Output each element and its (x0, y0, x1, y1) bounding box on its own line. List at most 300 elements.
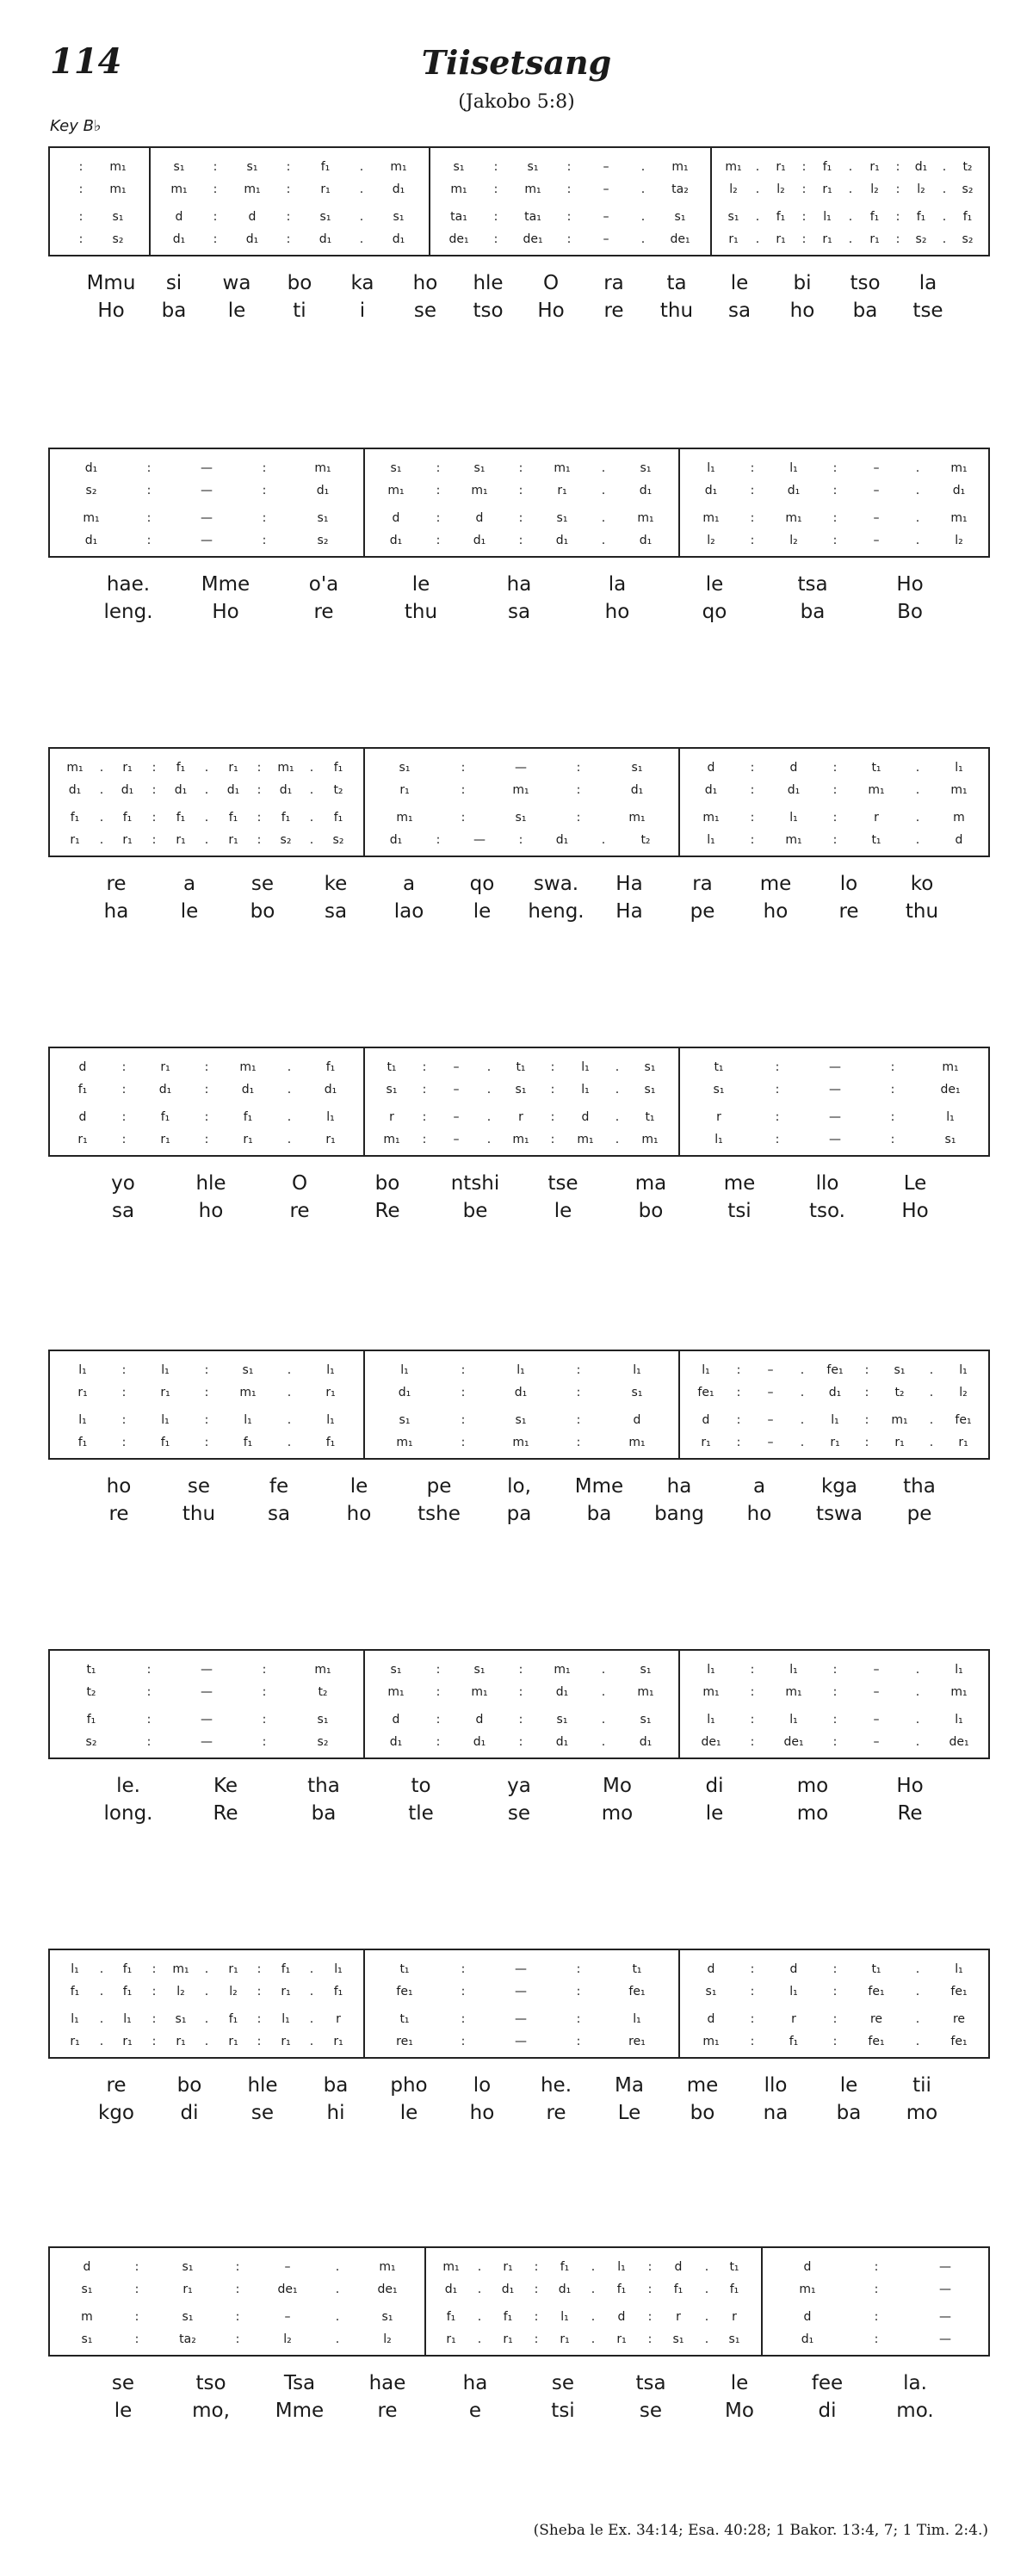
lyric-syllable: sa (727, 300, 752, 322)
solfa-note: r₁ (228, 2035, 238, 2048)
lyric-syllable: mo (796, 1802, 829, 1825)
beat-separator: . (704, 2332, 709, 2346)
beat-separator: . (477, 2332, 482, 2346)
lyric-syllable: thu (404, 601, 438, 623)
solfa-note: m₁ (868, 783, 885, 797)
lyric-line (48, 601, 990, 627)
solfa-note: m₁ (637, 511, 654, 525)
lyric-syllable: bo (374, 1172, 400, 1195)
solfa-note: t₂ (640, 833, 651, 847)
solfa-note: s₁ (242, 1363, 254, 1377)
solfa-note: d₁ (828, 1386, 842, 1399)
solfa-note: – (284, 2260, 291, 2274)
beat-separator: : (235, 2332, 240, 2346)
beat-separator: . (335, 2310, 340, 2324)
score-box (48, 1949, 990, 2059)
solfa-note: r₁ (160, 1133, 170, 1146)
solfa-note: l₁ (633, 2012, 641, 2026)
solfa-note: m₁ (387, 1685, 405, 1699)
solfa-note: s₁ (515, 1083, 527, 1096)
beat-separator: : (152, 1985, 157, 1998)
solfa-note: – (873, 1713, 880, 1727)
beat-separator: : (121, 1436, 127, 1449)
lyric-line (48, 300, 990, 325)
solfa-note: l₁ (707, 833, 715, 847)
solfa-note: d₁ (398, 1386, 411, 1399)
solfa-note: l₁ (78, 1363, 87, 1377)
solfa-note: d₁ (319, 232, 332, 246)
beat-separator: : (204, 1133, 209, 1146)
solfa-note: d₁ (68, 783, 82, 797)
lyric-syllable: tso. (809, 1200, 845, 1222)
beat-separator: . (309, 2012, 314, 2026)
solfa-note: l₁ (71, 1962, 79, 1976)
beat-separator: : (750, 2035, 755, 2048)
beat-separator: : (257, 2012, 262, 2026)
voice-row (50, 1110, 988, 1131)
solfa-note: r₁ (830, 1436, 840, 1449)
solfa-note: m₁ (512, 1436, 529, 1449)
solfa-note: t₂ (333, 783, 343, 797)
lyric-syllable: si (165, 272, 182, 294)
beat-separator: : (750, 1735, 755, 1749)
solfa-note: d (674, 2260, 683, 2274)
solfa-note: r₁ (616, 2332, 627, 2346)
solfa-note: f₁ (616, 2283, 627, 2296)
lyric-syllable: di (180, 2102, 199, 2124)
beat-separator: . (601, 1735, 606, 1749)
solfa-note: fe₁ (955, 1413, 972, 1427)
voice-row (50, 210, 988, 231)
solfa-note: d (707, 2012, 715, 2026)
beat-separator: : (134, 2260, 139, 2274)
solfa-note: s₁ (473, 461, 486, 475)
lyric-syllable: pho (390, 2074, 428, 2097)
lyric-syllable: bo (250, 900, 275, 923)
solfa-note: s₁ (112, 210, 124, 224)
solfa-note: s₁ (386, 1083, 398, 1096)
voice-row (50, 833, 988, 854)
lyric-syllable: Ho (537, 300, 565, 322)
beat-separator: : (286, 210, 291, 224)
solfa-note: r₁ (503, 2332, 513, 2346)
solfa-note: f₁ (281, 811, 291, 825)
solfa-note: d₁ (514, 1386, 528, 1399)
lyric-syllable: ho (746, 1503, 772, 1525)
solfa-note: t₁ (86, 1663, 96, 1677)
solfa-note: r₁ (160, 1060, 170, 1074)
beat-separator: : (566, 182, 572, 196)
beat-separator: . (591, 2310, 596, 2324)
beat-separator: : (461, 1363, 466, 1377)
solfa-note: r₁ (176, 833, 186, 847)
solfa-note: — (515, 2035, 527, 2048)
solfa-note: d (617, 2310, 626, 2324)
beat-separator: : (895, 232, 900, 246)
beat-separator: . (800, 1386, 805, 1399)
beat-separator: . (591, 2332, 596, 2346)
lyric-syllable: sa (111, 1200, 135, 1222)
beat-separator: : (461, 1436, 466, 1449)
music-system (48, 2246, 990, 2425)
solfa-note: s₁ (674, 210, 686, 224)
lyric-syllable: Mme (201, 573, 251, 596)
lyric-syllable: tso (850, 272, 881, 294)
beat-separator: : (204, 1110, 209, 1124)
solfa-note: t₁ (399, 1962, 410, 1976)
beat-separator: . (601, 1685, 606, 1699)
solfa-note: fe₁ (396, 1985, 413, 1998)
lyric-syllable: leng. (103, 601, 153, 623)
beat-separator: : (890, 1060, 895, 1074)
beat-separator: : (864, 1386, 869, 1399)
lyric-syllable: tshe (418, 1503, 461, 1525)
lyric-syllable: re (106, 2074, 127, 2097)
beat-separator: . (486, 1060, 492, 1074)
beat-separator: . (848, 210, 853, 224)
beat-separator: : (534, 2260, 539, 2274)
hymn-number: 114 (50, 41, 122, 82)
solfa-note: f₁ (503, 2310, 513, 2324)
beat-separator: : (121, 1413, 127, 1427)
solfa-note: f₁ (333, 811, 343, 825)
solfa-note: d₁ (279, 783, 293, 797)
lyric-syllable: ti (293, 300, 306, 322)
beat-separator: : (576, 1363, 581, 1377)
beat-separator: : (204, 1060, 209, 1074)
lyric-syllable: le (730, 272, 749, 294)
beat-separator: : (461, 783, 466, 797)
solfa-note: m₁ (471, 484, 488, 497)
beat-separator: : (518, 1663, 523, 1677)
beat-separator: . (601, 461, 606, 475)
beat-separator: . (204, 2012, 209, 2026)
beat-separator: : (436, 534, 441, 547)
solfa-note: — (473, 833, 486, 847)
solfa-note: s₂ (112, 232, 124, 246)
solfa-note: — (515, 761, 527, 775)
lyric-syllable: ho (412, 272, 438, 294)
lyric-syllable: hle (473, 272, 504, 294)
solfa-note: s₁ (182, 2260, 194, 2274)
beat-separator: : (461, 811, 466, 825)
solfa-note: l₁ (78, 1413, 87, 1427)
beat-separator: . (601, 534, 606, 547)
beat-separator: . (309, 833, 314, 847)
solfa-note: s₁ (81, 2283, 93, 2296)
solfa-note: – (284, 2310, 291, 2324)
beat-separator: . (915, 1735, 920, 1749)
solfa-note: t₂ (894, 1386, 905, 1399)
solfa-note: — (829, 1060, 841, 1074)
lyric-syllable: yo (111, 1172, 135, 1195)
lyric-syllable: Bo (897, 601, 923, 623)
beat-separator: . (942, 232, 947, 246)
solfa-note: t₂ (86, 1685, 96, 1699)
lyric-syllable: ho (106, 1475, 132, 1498)
solfa-note: r₁ (958, 1436, 968, 1449)
beat-separator: . (287, 1363, 292, 1377)
lyric-syllable: thu (905, 900, 939, 923)
lyric-syllable: ba (852, 300, 878, 322)
lyric-syllable: be (462, 1200, 488, 1222)
beat-separator: . (942, 160, 947, 174)
lyric-syllable: a (182, 873, 196, 895)
solfa-note: d₁ (241, 1083, 255, 1096)
beat-separator: : (121, 1060, 127, 1074)
solfa-note: m₁ (442, 2260, 460, 2274)
beat-separator: : (436, 484, 441, 497)
solfa-note: r₁ (333, 2035, 343, 2048)
solfa-note: — (515, 1985, 527, 1998)
music-system (48, 1350, 990, 1529)
beat-separator: : (286, 182, 291, 196)
lyric-syllable: Mo (603, 1775, 632, 1797)
solfa-note: – (873, 484, 880, 497)
beat-separator: : (576, 1386, 581, 1399)
beat-separator: : (832, 1685, 838, 1699)
beat-separator: : (832, 1663, 838, 1677)
key-signature: Key B♭ (50, 117, 102, 135)
beat-separator: : (262, 461, 267, 475)
solfa-note: f₁ (176, 761, 186, 775)
beat-separator: : (146, 1735, 152, 1749)
solfa-note: s₁ (319, 210, 331, 224)
lyric-syllable: e (468, 2400, 482, 2422)
beat-separator: : (864, 1413, 869, 1427)
lyric-syllable: bo (638, 1200, 664, 1222)
lyric-syllable: me (759, 873, 792, 895)
solfa-note: r₁ (77, 1386, 88, 1399)
solfa-note: d₁ (84, 534, 98, 547)
solfa-note: s₁ (173, 160, 185, 174)
solfa-note: de₁ (277, 2283, 298, 2296)
solfa-note: r₁ (176, 2035, 186, 2048)
beat-separator: . (915, 783, 920, 797)
beat-separator: . (204, 761, 209, 775)
beat-separator: : (436, 1663, 441, 1677)
lyric-syllable: Ke (213, 1775, 238, 1797)
beat-separator: : (204, 1363, 209, 1377)
beat-separator: . (929, 1363, 934, 1377)
solfa-note: t₁ (871, 761, 881, 775)
beat-separator: . (335, 2283, 340, 2296)
solfa-note: m₁ (785, 511, 802, 525)
solfa-note: – (873, 534, 880, 547)
lyric-syllable: tso (473, 300, 504, 322)
solfa-note: – (603, 232, 609, 246)
solfa-note: – (873, 1685, 880, 1699)
solfa-note: s₁ (182, 2310, 194, 2324)
solfa-note: f₁ (560, 2260, 570, 2274)
beat-separator: . (915, 1985, 920, 1998)
solfa-note: m₁ (725, 160, 742, 174)
lyric-line (48, 2372, 990, 2398)
solfa-note: — (201, 461, 213, 475)
lyric-syllable: Le (617, 2102, 641, 2124)
beat-separator: . (601, 1663, 606, 1677)
solfa-note: d₁ (226, 783, 240, 797)
beat-separator: : (436, 511, 441, 525)
beat-separator: : (422, 1110, 427, 1124)
lyric-syllable: ho (604, 601, 630, 623)
solfa-note: r₁ (182, 2283, 193, 2296)
lyric-syllable: heng. (528, 900, 585, 923)
solfa-note: fe₁ (950, 2035, 968, 2048)
beat-separator: . (615, 1083, 620, 1096)
beat-separator: : (874, 2310, 879, 2324)
lyric-syllable: me (723, 1172, 756, 1195)
lyric-syllable: la (608, 573, 627, 596)
solfa-note: l₁ (633, 1363, 641, 1377)
beat-separator: . (601, 833, 606, 847)
beat-separator: : (257, 783, 262, 797)
lyric-line (48, 1802, 990, 1828)
solfa-note: f₁ (822, 160, 832, 174)
beat-separator: : (262, 1713, 267, 1727)
voice-row (50, 160, 988, 181)
solfa-note: f₁ (446, 2310, 456, 2324)
solfa-note: d (789, 761, 798, 775)
beat-separator: : (750, 1685, 755, 1699)
solfa-note: d₁ (787, 783, 801, 797)
lyric-syllable: O (542, 272, 560, 294)
beat-separator: : (493, 210, 498, 224)
lyric-syllable: llo (815, 1172, 839, 1195)
solfa-note: s₁ (728, 2332, 740, 2346)
beat-separator: : (832, 484, 838, 497)
beat-separator: : (257, 1962, 262, 1976)
lyric-syllable: ko (910, 873, 934, 895)
solfa-note: f₁ (789, 2035, 799, 2048)
beat-separator: : (750, 761, 755, 775)
music-system (48, 747, 990, 926)
solfa-note: f₁ (77, 1083, 88, 1096)
solfa-note: s₂ (962, 232, 974, 246)
beat-separator: . (359, 160, 364, 174)
lyric-syllable: hle (247, 2074, 278, 2097)
solfa-note: d (392, 511, 400, 525)
solfa-note: t₁ (632, 1962, 642, 1976)
solfa-note: s₁ (556, 1713, 568, 1727)
solfa-note: l₂ (283, 2332, 292, 2346)
beat-separator: . (477, 2260, 482, 2274)
voice-row (50, 1663, 988, 1683)
solfa-note: t₁ (516, 1060, 526, 1074)
solfa-note: l₁ (707, 1663, 715, 1677)
lyric-line (48, 2074, 990, 2100)
solfa-note: f₁ (333, 761, 343, 775)
solfa-note: l₁ (617, 2260, 626, 2274)
music-system (48, 146, 990, 325)
solfa-note: m₁ (785, 833, 802, 847)
solfa-note: m₁ (628, 811, 646, 825)
solfa-note: l₂ (229, 1985, 238, 1998)
beat-separator: : (750, 1713, 755, 1727)
solfa-note: l₁ (581, 1060, 590, 1074)
lyric-line (48, 2102, 990, 2128)
solfa-note: r₁ (503, 2260, 513, 2274)
solfa-note: s₁ (527, 160, 539, 174)
solfa-note: de₁ (523, 232, 543, 246)
solfa-note: m (953, 811, 965, 825)
solfa-note: r₁ (160, 1386, 170, 1399)
beat-separator: . (755, 160, 760, 174)
solfa-note: f₁ (160, 1110, 170, 1124)
beat-separator: . (601, 484, 606, 497)
solfa-note: r₁ (869, 232, 880, 246)
beat-separator: : (257, 1985, 262, 1998)
solfa-note: l₁ (161, 1413, 170, 1427)
beat-separator: : (775, 1083, 780, 1096)
solfa-note: d (83, 2260, 91, 2274)
beat-separator: . (309, 1985, 314, 1998)
lyric-syllable: tse (547, 1172, 578, 1195)
solfa-note: r₁ (728, 232, 739, 246)
beat-separator: : (461, 2035, 466, 2048)
voice-row (50, 1436, 988, 1456)
beat-separator: : (832, 1735, 838, 1749)
solfa-note: d (475, 511, 484, 525)
beat-separator: : (736, 1386, 741, 1399)
beat-separator: : (647, 2283, 653, 2296)
solfa-note: – (767, 1363, 774, 1377)
solfa-note: r₁ (122, 2035, 133, 2048)
solfa-note: s₁ (705, 1985, 717, 1998)
solfa-note: m₁ (942, 1060, 959, 1074)
solfa-note: r (716, 1110, 721, 1124)
solfa-note: l₁ (789, 811, 798, 825)
beat-separator: : (436, 461, 441, 475)
voice-row (50, 1133, 988, 1153)
solfa-note: – (767, 1436, 774, 1449)
solfa-note: – (873, 511, 880, 525)
lyric-syllable: ha (462, 2372, 488, 2394)
beat-separator: : (550, 1110, 555, 1124)
lyric-syllable: tsi (551, 2400, 575, 2422)
solfa-note: s₁ (672, 2332, 684, 2346)
solfa-note: r₁ (822, 232, 832, 246)
solfa-note: s₁ (727, 210, 739, 224)
lyric-syllable: thu (182, 1503, 216, 1525)
lyric-syllable: se (111, 2372, 135, 2394)
beat-separator: : (518, 1735, 523, 1749)
solfa-note: m₁ (799, 2283, 816, 2296)
beat-separator: : (576, 2012, 581, 2026)
beat-separator: : (436, 1713, 441, 1727)
solfa-note: l₁ (516, 1363, 525, 1377)
solfa-note: m₁ (671, 160, 689, 174)
beat-separator: . (929, 1413, 934, 1427)
beat-separator: : (422, 1060, 427, 1074)
music-system (48, 1949, 990, 2128)
beat-separator: : (146, 484, 152, 497)
lyric-syllable: se (251, 2102, 275, 2124)
beat-separator: : (576, 1436, 581, 1449)
solfa-note: — (939, 2283, 951, 2296)
beat-separator: . (477, 2283, 482, 2296)
solfa-note: d₁ (389, 1735, 403, 1749)
solfa-note: – (453, 1110, 460, 1124)
beat-separator: : (213, 182, 218, 196)
lyric-syllable: le (180, 900, 199, 923)
solfa-note: r (791, 2012, 796, 2026)
lyric-syllable: tswa (816, 1503, 863, 1525)
solfa-note: t₂ (318, 1685, 328, 1699)
lyric-syllable: mo (796, 1775, 829, 1797)
solfa-note: — (201, 1735, 213, 1749)
solfa-note: m₁ (387, 484, 405, 497)
